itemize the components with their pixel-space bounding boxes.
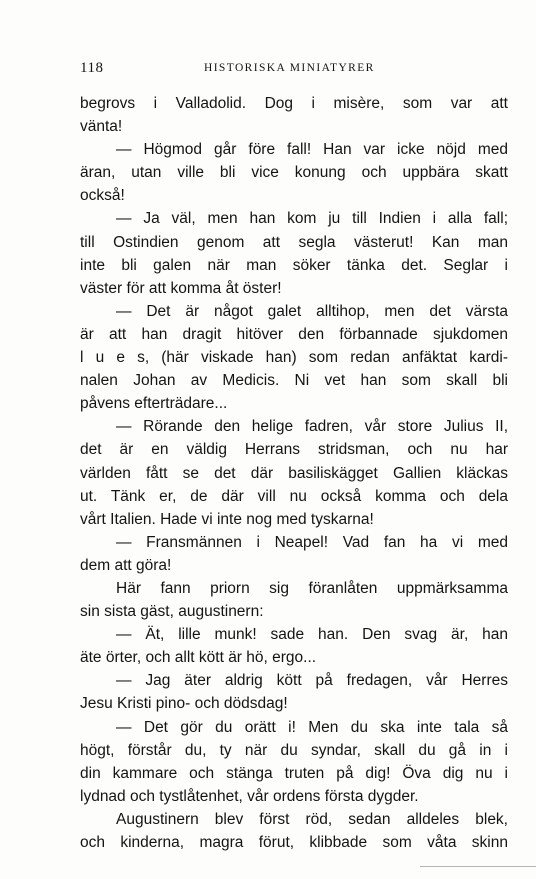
text-line: vänta!	[80, 118, 123, 136]
text-line: äte örter, och allt kött är hö, ergo...	[80, 649, 317, 667]
text-line: det är en väldig Herrans stridsman, och nu har	[80, 441, 508, 459]
text-line: inte bli galen när man söker tänka det. Seglar i	[80, 256, 508, 274]
text-line: l u e s, (här viskade han) som redan anfäktat kardi-	[80, 349, 508, 367]
text-line: vårt Italien. Hade vi inte nog med tyskarna!	[80, 510, 374, 528]
text-line: — Det gör du orätt i! Men du ska inte tala så	[116, 718, 508, 736]
text-line: — Jag äter aldrig kött på fredagen, vår Herres	[116, 672, 508, 690]
running-title: HISTORISKA MINIATYRER	[204, 62, 375, 74]
page-header	[80, 60, 508, 80]
text-line: äran, utan ville bli vice konung och uppbära skatt	[80, 164, 508, 182]
text-line: och kinderna, magra förut, klibbade som våta skinn	[80, 834, 508, 851]
text-line: — Ät, lille munk! sade han. Den svag är, han	[116, 626, 508, 644]
page-number: 118	[80, 60, 104, 76]
text-line: påvens efterträdare...	[80, 395, 228, 413]
text-line: till Ostindien genom att segla västerut! Kan man	[80, 233, 508, 251]
text-line: — Ja väl, men han kom ju till Indien i alla fall;	[116, 210, 508, 228]
text-line: Här fann priorn sig föranlåten uppmärksamma	[116, 579, 508, 597]
text-line: är att han dragit hitöver den förbannade sjukdomen	[80, 325, 508, 343]
text-line: högt, förstår du, ty när du syndar, skall du gå in i	[80, 741, 508, 759]
text-line: nalen Johan av Medicis. Ni vet han som skall bli	[80, 372, 508, 390]
text-line: också!	[80, 187, 125, 205]
page-edge-mark	[420, 866, 536, 867]
body-text	[80, 92, 508, 854]
text-line: ut. Tänk er, de där vill nu också komma och dela	[80, 487, 508, 505]
text-line: — Rörande den helige fadren, vår store Julius II,	[116, 418, 508, 436]
text-line: väster för att komma åt öster!	[80, 279, 282, 297]
text-line: sin sista gäst, augustinern:	[80, 603, 264, 621]
text-line: Augustinern blev först röd, sedan alldeles blek,	[116, 810, 508, 828]
text-line: din kammare och stänga truten på dig! Öva dig nu i	[80, 764, 508, 782]
text-line: — Högmod går före fall! Han var icke nöjd med	[116, 141, 508, 159]
text-line: världen fått se det där basiliskägget Gallien kläckas	[80, 464, 508, 482]
text-line: — Fransmännen i Neapel! Vad fan ha vi med	[116, 533, 508, 551]
text-line: Jesu Kristi pino- och dödsdag!	[80, 695, 288, 713]
text-line: dem att göra!	[80, 556, 172, 574]
text-line: lydnad och tystlåtenhet, vår ordens första dygder.	[80, 787, 419, 805]
text-line: — Det är något galet alltihop, men det värsta	[116, 302, 508, 320]
text-line: begrovs i Valladolid. Dog i misère, som var att	[80, 95, 508, 112]
